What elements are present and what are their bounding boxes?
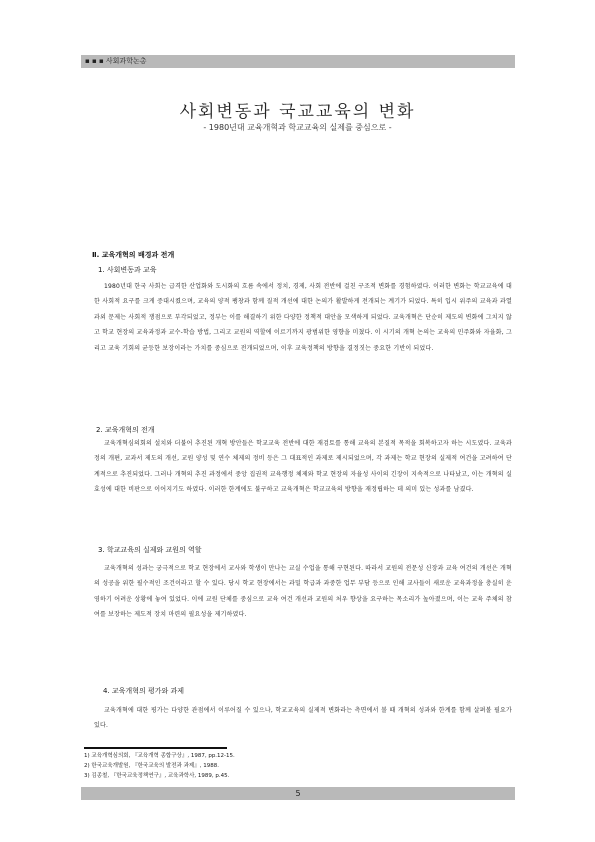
footnote-1: 1) 교육개혁심의회, 『교육개혁 종합구상』, 1987, pp.12-15. [84, 753, 235, 759]
article-title: 사회변동과 국교교육의 변화 [179, 102, 416, 122]
subsection-heading-4: 4. 교육개혁의 평가와 과제 [103, 687, 184, 695]
paragraph-4: 교육개혁에 대한 평가는 다양한 관점에서 이루어질 수 있으나, 학교교육의 실제적 변화라는 측면에서 볼 때 개혁의 성과와 한계를 함께 살펴볼 필요가 있다. [94, 707, 512, 730]
running-header-bar [81, 55, 515, 68]
paragraph-3: 교육개혁의 성과는 궁극적으로 학교 현장에서 교사와 학생이 만나는 교실 수업을 통해 구현된다. 따라서 교원의 전문성 신장과 교육 여건의 개선은 개혁의 성공을 위한 필수적인 조건이라고 할 수 있다. 당시 학교 현장에서는 과밀 학급과 과중한 업무 부담 등으로 인해 교사들이 새로운 교육과정을 충실히 운영하기 어려운 상황에 놓여 있었다. 이에 교원 단체를 중심으로 교육 여건 개선과 교원의 처우 향상을 요구하는 목소리가 높아졌으며, 이는 교육 주체의 참여를 보장하는 제도적 장치 마련의 필요성을 제기하였다. [94, 565, 512, 619]
footnote-2: 2) 한국교육개발원, 『한국교육의 발전과 과제』, 1988. [84, 763, 219, 769]
page-number: 5 [295, 789, 301, 798]
subsection-heading-3: 3. 학교교육의 실제와 교원의 역할 [98, 546, 202, 554]
subsection-heading-2: 2. 교육개혁의 전개 [96, 426, 155, 434]
paragraph-1: 1980년대 한국 사회는 급격한 산업화와 도시화의 흐름 속에서 정치, 경제, 사회 전반에 걸친 구조적 변화를 경험하였다. 이러한 변화는 학교교육에 대한 사회적 요구를 크게 증대시켰으며, 교육의 양적 팽창과 함께 질적 개선에 대한 논의가 활발하게 전개되는 계기가 되었다. 특히 입시 위주의 교육과 과열 과외 문제는 사회적 쟁점으로 부각되었고, 정부는 이를 해결하기 위한 다양한 정책적 대안을 모색하게 되었다. 교육개혁은 단순히 제도의 변화에 그치지 않고 학교 현장의 교육과정과 교수-학습 방법, 그리고 교원의 역할에 이르기까지 광범위한 영향을 미쳤다. 이 시기의 개혁 논의는 교육의 민주화와 자율화, 그리고 교육 기회의 균등한 보장이라는 가치를 중심으로 전개되었으며, 이후 교육정책의 방향을 결정짓는 중요한 기반이 되었다. [94, 283, 512, 352]
article-subtitle: - 1980년대 교육개혁과 학교교육의 실제를 중심으로 - [203, 123, 392, 132]
footnote-3: 3) 김종철, 『한국교육정책연구』, 교육과학사, 1989, p.45. [84, 773, 230, 779]
running-head: ▪ ▪ ▪ 사회과학논총 [85, 57, 147, 65]
section-heading: Ⅱ. 교육개혁의 배경과 전개 [92, 251, 175, 259]
paragraph-2: 교육개혁심의회의 설치와 더불어 추진된 개혁 방안들은 학교교육 전반에 대한 재검토를 통해 교육의 본질적 목적을 회복하고자 하는 시도였다. 교육과정의 개편, 교과서 제도의 개선, 교원 양성 및 연수 체제의 정비 등은 그 대표적인 과제로 제시되었으며, 각 과제는 학교 현장의 실제적 여건을 고려하여 단계적으로 추진되었다. 그러나 개혁의 추진 과정에서 중앙 집권적 교육행정 체제와 학교 현장의 자율성 사이의 긴장이 지속적으로 나타났고, 이는 개혁의 실효성에 대한 비판으로 이어지기도 하였다. 이러한 한계에도 불구하고 교육개혁은 학교교육의 방향을 재정립하는 데 의미 있는 성과를 남겼다. [94, 440, 512, 494]
page-footer-bar [81, 787, 515, 800]
footnote-rule [84, 747, 227, 749]
subsection-heading-1: 1. 사회변동과 교육 [98, 266, 157, 274]
